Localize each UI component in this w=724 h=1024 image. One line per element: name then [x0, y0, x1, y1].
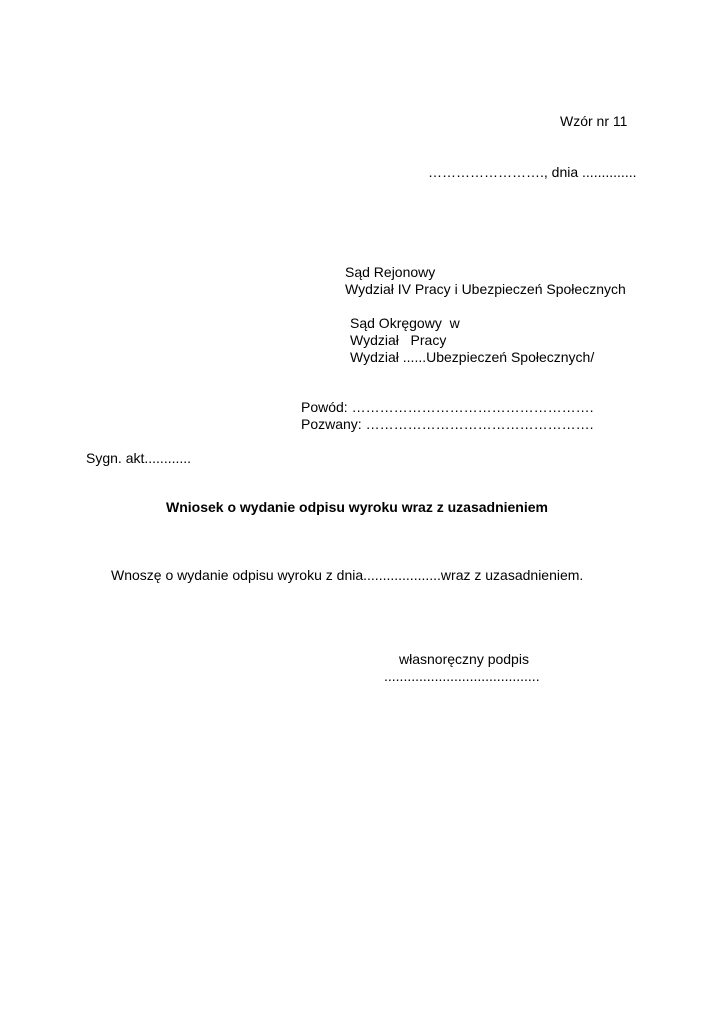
form-number: Wzór nr 11 — [560, 113, 628, 129]
district-court-division: Wydział IV Pracy i Ubezpieczeń Społecznych — [345, 281, 626, 297]
district-court-name: Sąd Rejonowy — [345, 264, 436, 280]
defendant-line: Pozwany: …………………………………………. — [301, 416, 594, 432]
signature-line: ........................................ — [384, 668, 540, 684]
place-date-line: ……………………., dnia .............. — [428, 164, 637, 180]
regional-court-division-insurance: Wydział ......Ubezpieczeń Społecznych/ — [350, 349, 595, 365]
plaintiff-line: Powód: ……………………………………………. — [301, 399, 594, 415]
signature-label: własnoręczny podpis — [399, 651, 529, 667]
regional-court-name: Sąd Okręgowy w — [350, 315, 460, 331]
regional-court-division-labor: Wydział Pracy — [350, 332, 447, 348]
case-reference: Sygn. akt............ — [86, 450, 192, 466]
document-title: Wniosek o wydanie odpisu wyroku wraz z uzasadnieniem — [166, 499, 548, 515]
request-body: Wnoszę o wydanie odpisu wyroku z dnia....................wraz z uzasadnieniem. — [111, 567, 584, 583]
